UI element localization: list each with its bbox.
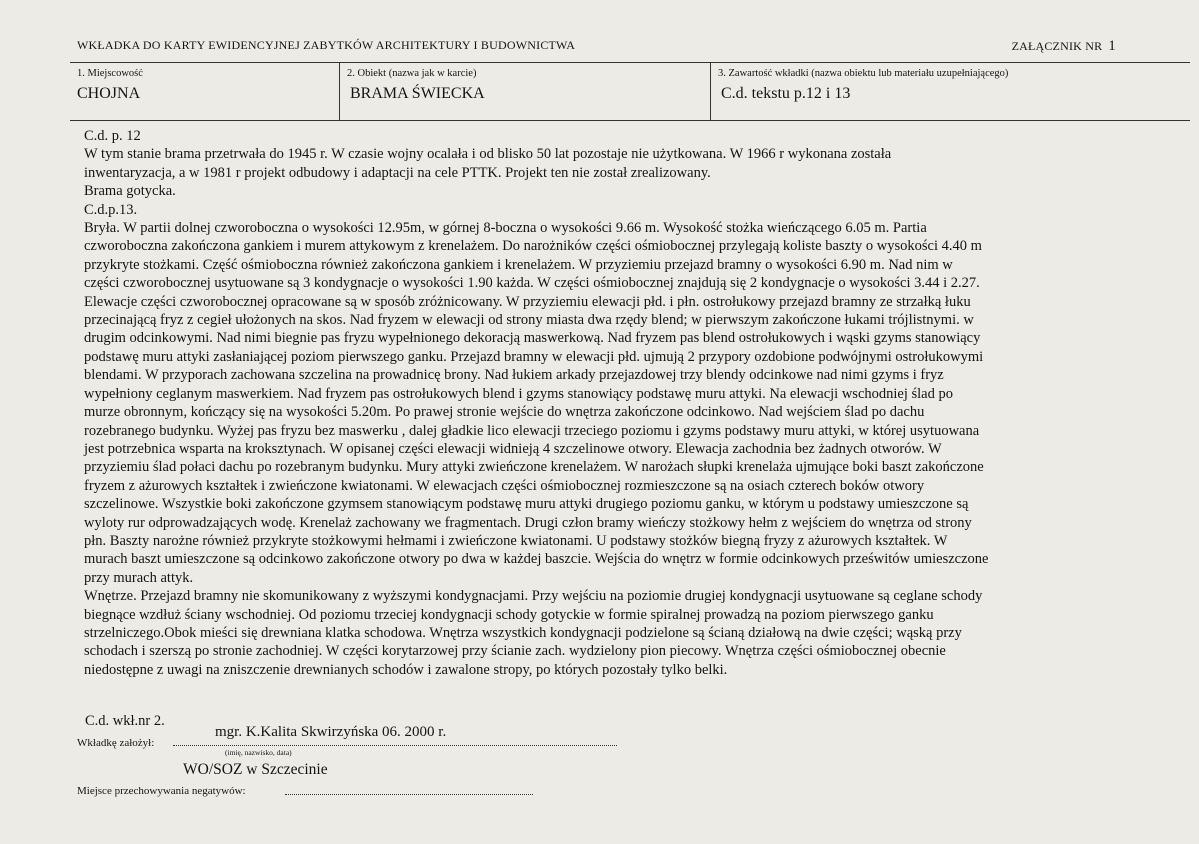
text-line: W tym stanie brama przetrwała do 1945 r. W czasie wojny ocalała i od blisko 50 lat pozostaje nie użytkowana. W 1966 r wykonana została (84, 146, 892, 163)
text-line: podstawę muru attyki zasłaniającej poziom pierwszego ganku. Przejazd bramny w elewacji płd. ujmują 2 przypory ozdobione podwójnymi ostrołukowymi (84, 348, 984, 365)
text-line: Bryła. W partii dolnej czworoboczna o wysokości 12.95m, w górnej 8-boczna o wysokości 9.66 m. Wysokość stożka wieńczącego 6.05 m. Partia (84, 220, 927, 237)
text-line: części czworobocznej usytuowane są 3 kondygnacje o wysokości 1.90 każda. W części ośmiobocznej znajdują się 2 kondygnacje o wysokości 3.44 i 2.27. (84, 275, 980, 292)
locality-value: CHOJNA (77, 85, 141, 102)
text-line: jest potrzebnica wsparta na kroksztynach. W opisanej części elewacji widnieją 4 szczelinowe otwory. Elewacja zachodnia bez żadnych otworów. W (84, 440, 942, 457)
annex-number: 1 (1108, 38, 1116, 54)
text-line: murze obronnym, kończący się na wysokości 5.20m. Po prawej stronie wejście do wnętrza zakończone odcinkowo. Nad wejściem ślad po dachu (84, 404, 925, 421)
object-value: BRAMA ŚWIECKA (350, 85, 485, 102)
text-line: C.d. p. 12 (84, 128, 141, 144)
object-label: 2. Obiekt (nazwa jak w karcie) (347, 68, 477, 79)
text-line: Brama gotycka. (84, 183, 176, 200)
text-line: Wnętrze. Przejazd bramny nie skomunikowany z wyższymi kondygnacjami. Przy wejściu na poziomie drugiej kondygnacji usytuowane są ceglane schody (84, 588, 983, 605)
text-line: biegnące wzdłuż ściany wschodniej. Od poziomu trzeciej kondygnacji schody gotyckie w formie spiralnej prowadzą na poziom pierwszego ganku (84, 606, 934, 623)
text-line: inwentaryzacja, a w 1981 r projekt odbudowy i adaptacji na cele PTTK. Projekt ten nie został zrealizowany. (84, 164, 711, 181)
text-line: C.d.p.13. (84, 201, 138, 218)
office-name: WO/SOZ w Szczecinie (183, 761, 328, 778)
compiled-by-line (173, 745, 617, 746)
text-line: przykryte stożkami. Część ośmioboczna również zakończona gankiem i krenelażem. W przyziemiu przejazd bramny o wysokości 6.90 m. Nad nim w (84, 256, 953, 273)
annex-label (1012, 38, 1116, 55)
continuation-note: C.d. wkł.nr 2. (85, 713, 165, 729)
text-line: wyloty rur odprowadzających wodę. Krenelaż zachowany we fragmentach. Drugi człon bramy wieńczy stożkowy hełm z wejściem do wnętrza od strony (84, 514, 972, 531)
text-line: blendami. W przyporach zachowana szczelina na prowadnicę brony. Nad łukiem arkady przejazdowej trzy blendy odcinkowe nad nimi gzyms i fryz (84, 367, 944, 384)
text-line: niedostępne z uwagi na zniszczenie drewnianych schodów i zawalone stropy, po których pozostały tylko belki. (84, 661, 728, 678)
text-line: rozebranego budynku. Wyżej pas fryzu bez maswerku , dalej gładkie lico elewacji trzeciego poziomu i gzyms podstawy muru attyki, w której usytuowana (84, 422, 980, 439)
text-line: drugim odcinkowymi. Nad nimi biegnie pas fryzu wypełnionego dekoracją maswerkową. Nad fryzem pas blend ostrołukowych i wąski gzyms stanowiący (84, 330, 981, 347)
compiled-by-value: mgr. K.Kalita Skwirzyńska 06. 2000 r. (215, 724, 447, 740)
form-title: WKŁADKA DO KARTY EWIDENCYJNEJ ZABYTKÓW ARCHITEKTURY I BUDOWNICTWA (77, 38, 576, 52)
text-line: przecinającą fryz z cegieł ułożonych na skos. Nad fryzem w elewacji od strony miasta dwa rzędy blend; w pierwszym zakończone łukami trójlistnymi. w (84, 312, 974, 329)
contents-value: C.d. tekstu p.12 i 13 (721, 85, 851, 102)
form-fields (70, 62, 1190, 121)
text-line: murach baszt umieszczone są odcinkowo zakończone otwory po dwa w każdej baszcie. Wejścia do wnętrz w formie odcinkowych prześwitów umieszczone (84, 551, 989, 568)
text-line: fryzem z ażurowych kształtek i zwieńczone kwiatonami. W elewacjach części ośmiobocznej rozmieszczone są na osiach czterech boków otwory (84, 477, 925, 494)
text-line: przyziemiu ślad połaci dachu po rozebranym budynku. Mury attyki zwieńczone krenelażem. W narożach słupki krenelaża ujmujące boki baszt zakończone (84, 459, 984, 476)
object-field (339, 63, 710, 120)
contents-field (710, 63, 1190, 120)
description-text (84, 127, 1146, 679)
negatives-label: Miejsce przechowywania negatywów: (77, 785, 246, 797)
text-line: czworoboczna zakończona gankiem i murem attykowym z krenelażem. Do narożników części ośmiobocznej przylegają koliste baszty o wysokości 4.40 m (84, 238, 982, 255)
text-line: schodach i szerszą po stronie zachodniej. W części korytarzowej przy ścianie zach. wydzielony pion piecowy. Wnętrza części ośmiobocznej obecnie (84, 643, 946, 660)
negatives-line (285, 794, 533, 795)
locality-field (70, 63, 339, 120)
annex-label-text: ZAŁĄCZNIK NR (1011, 39, 1103, 53)
locality-label: 1. Miejscowość (77, 68, 143, 79)
text-line: wypełniony ceglanym maswerkiem. Nad fryzem pas ostrołukowych blend i gzyms stanowiący podstawę muru attyki. Na elewacji wschodniej ślad po (84, 385, 953, 402)
compiled-by-note: (imię, nazwisko, data) (225, 748, 292, 757)
text-line: przy murach attyk. (84, 569, 194, 586)
text-line: płn. Baszty narożne również przykryte stożkowymi hełmami i zwieńczone kwiatonami. U podstawy stożków biegną fryzy z ażurowych kształtek. W (84, 532, 948, 549)
text-line: Elewacje części czworobocznej opracowane są w sposób zróżnicowany. W przyziemiu elewacji płd. i płn. ostrołukowy przejazd bramny ze strzałką łuku (84, 293, 971, 310)
contents-label: 3. Zawartość wkładki (nazwa obiektu lub materiału uzupełniającego) (718, 68, 1009, 79)
text-line: szczelinowe. Wszystkie boki zakończone gzymsem stanowiącym podstawę muru attyki drugiego poziomu ganku, w którym u podstawy umieszczone są (84, 496, 969, 513)
compiled-by-label: Wkładkę założył: (77, 737, 155, 749)
text-line: strzelniczego.Obok mieści się drewniana klatka schodowa. Wnętrza wszystkich kondygnacji podzielone są ścianą działową na dwie części; wąską przy (84, 624, 962, 641)
